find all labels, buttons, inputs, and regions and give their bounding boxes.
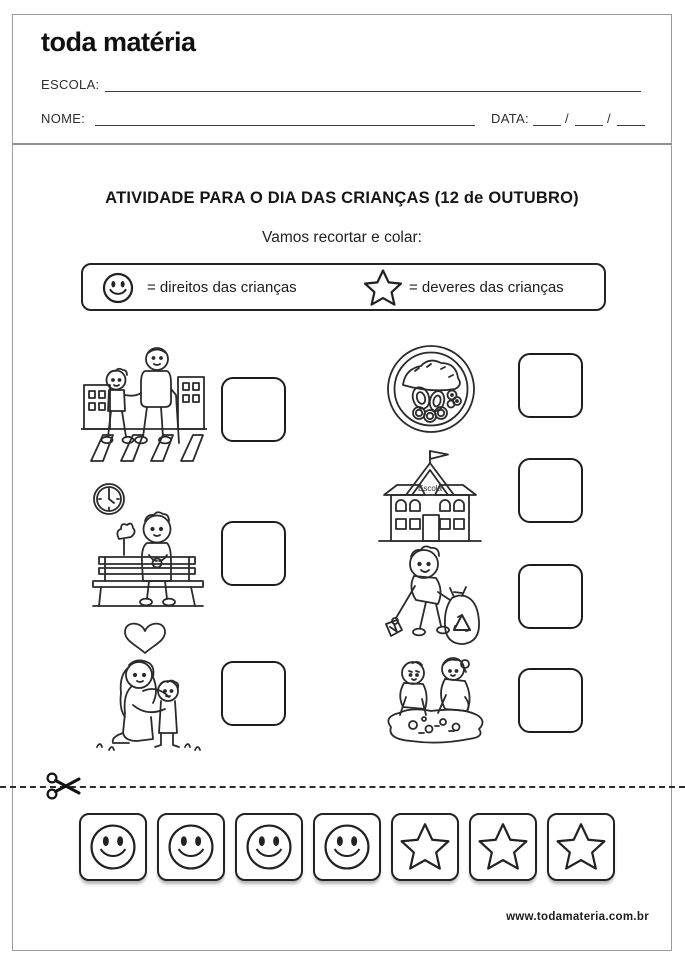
cutout-smiley-card[interactable] xyxy=(235,813,303,881)
name-input-line[interactable] xyxy=(95,125,475,126)
paste-square-2[interactable] xyxy=(221,521,286,586)
legend-box xyxy=(81,263,606,311)
school-input-line[interactable] xyxy=(105,91,641,92)
school-building-illustration xyxy=(377,447,483,545)
star-icon xyxy=(555,821,607,873)
date-slash: / xyxy=(607,111,611,126)
date-year-line[interactable] xyxy=(617,125,645,126)
paste-square-7[interactable] xyxy=(518,668,583,733)
school-label: ESCOLA: xyxy=(41,77,100,92)
page-title: ATIVIDADE PARA O DIA DAS CRIANÇAS (12 de OUTUBRO) xyxy=(105,189,579,207)
boy-collecting-trash-illustration xyxy=(382,542,488,650)
website-url: www.todamateria.com.br xyxy=(506,911,649,923)
cutout-star-card[interactable] xyxy=(469,813,537,881)
cutout-star-card[interactable] xyxy=(547,813,615,881)
children-playing-marbles-illustration xyxy=(379,653,489,751)
star-icon xyxy=(477,821,529,873)
smiley-face-icon xyxy=(165,821,217,873)
date-day-line[interactable] xyxy=(533,125,561,126)
smiley-face-icon xyxy=(101,271,135,305)
smiley-face-icon xyxy=(243,821,295,873)
smiley-face-icon xyxy=(321,821,373,873)
child-helping-elderly-cross-street-illustration xyxy=(81,343,207,465)
paste-square-3[interactable] xyxy=(221,661,286,726)
legend-star-label: = deveres das crianças xyxy=(409,279,564,296)
date-label: DATA: xyxy=(491,111,529,126)
date-slash: / xyxy=(565,111,569,126)
cutout-row xyxy=(79,813,619,881)
legend-smiley-label: = direitos das crianças xyxy=(147,279,297,296)
cutout-smiley-card[interactable] xyxy=(313,813,381,881)
star-icon xyxy=(363,268,403,308)
school-sign-label: Escola xyxy=(417,484,443,493)
star-icon xyxy=(399,821,451,873)
paste-square-6[interactable] xyxy=(518,564,583,629)
cutout-smiley-card[interactable] xyxy=(157,813,225,881)
page-subtitle: Vamos recortar e colar: xyxy=(262,229,422,246)
paste-square-1[interactable] xyxy=(221,377,286,442)
cut-dashed-line xyxy=(0,786,685,788)
boy-waiting-on-bench-illustration xyxy=(79,477,209,609)
cutout-star-card[interactable] xyxy=(391,813,459,881)
scissors-icon xyxy=(46,771,82,801)
cutout-smiley-card[interactable] xyxy=(79,813,147,881)
paste-square-5[interactable] xyxy=(518,458,583,523)
plate-of-food-illustration xyxy=(385,343,477,435)
worksheet-card xyxy=(12,14,672,951)
name-label: NOME: xyxy=(41,111,86,126)
mother-hugging-child-illustration xyxy=(89,617,207,755)
smiley-face-icon xyxy=(87,821,139,873)
header-divider xyxy=(13,143,671,145)
toda-materia-logo: toda matéria xyxy=(41,27,196,57)
date-month-line[interactable] xyxy=(575,125,603,126)
paste-square-4[interactable] xyxy=(518,353,583,418)
